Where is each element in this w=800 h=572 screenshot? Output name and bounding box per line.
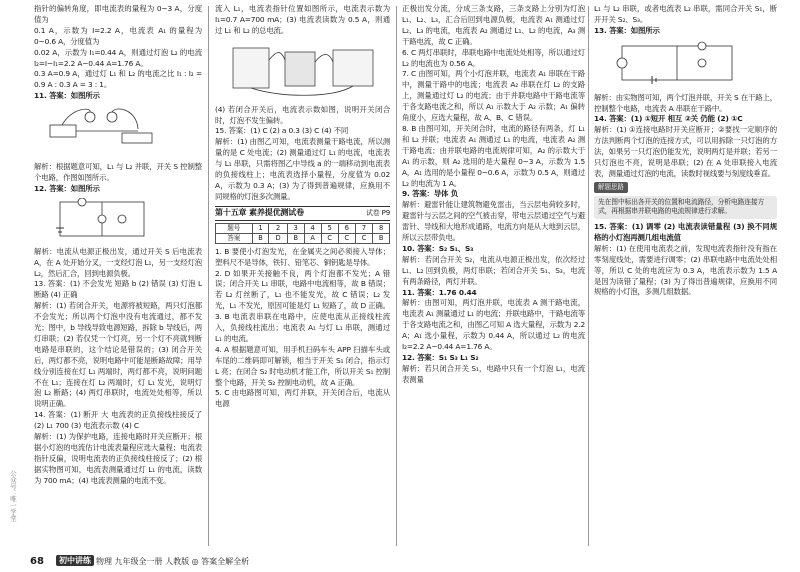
table-cell: 题号 — [216, 223, 253, 233]
paragraph: 解析：(1) ①连接电路时开关应断开；②要找一定顺序的方法判断两个灯泡的连接方式，可以用拆除一只灯泡的方法，如果另一只灯泡仍能发光，说明两灯是并联；若另一只灯泡也不亮，说明是串联；(2) 在 A 处串联接入电流表，测量通过灯泡的电流，读数时视线要与刻度线垂直。 — [594, 125, 777, 178]
paragraph: 解析：电流从电源正极出发，通过开关 S 后电流表 A，在 A 处开始分叉，一支经灯泡 L₁，另一支经灯泡 L₂，然后汇合，回到电源负极。 — [34, 246, 203, 278]
table-cell: D — [269, 233, 287, 243]
paragraph: 3. B 电流表串联在电路中，应使电流从正接线柱流入，负接线柱流出；电流表 A₁ 与灯 L₁ 串联，测通过 L₁ 的电流。 — [215, 312, 390, 343]
answer-heading: 9. 答案：导体 负 — [402, 189, 458, 199]
section-title — [215, 206, 390, 221]
table-cell: 3 — [287, 223, 304, 233]
paragraph: 6. C 两灯串联时，串联电路中电流处处相等，所以通过灯 L₂ 的电流也为 0.56 A。 — [402, 47, 585, 68]
paragraph: 0.3 A=0.9 A，通过灯 L₁ 和 L₂ 的电流之比 I₁ : I₂ = 0.9 A : 0.3 A = 3 : 1。 — [34, 69, 202, 90]
paragraph: 正极出发分流，分成三条支路，三条支路上分别为灯泡 L₁、L₂、L₃，汇合后回到电源负极，电流表 A₁ 测通过灯 L₂、L₃ 的电流，电流表 A₂ 测通过 L₁、L₂ 的电流，A₃ 测干路电流，故 C 正确。 — [402, 4, 585, 46]
table-cell: 2 — [269, 223, 287, 233]
table-cell: 5 — [321, 223, 338, 233]
column-divider — [396, 6, 397, 546]
paragraph: 7. C 由图可知，两个小灯泡并联，电流表 A₁ 串联在干路中，测量干路中的电流；电流表 A₂ 串联在灯 L₂ 的支路上，测量通过灯 L₂ 的电流；由于并联电路中干路电流等于各支路电流之和，所以 A₁ 示数大于 A₂ 示数；A₁ 偏转角度小，应选大量程，故 A、B、C 错误。 — [402, 69, 585, 123]
paragraph: 解析：(1) 为保护电路，连接电路时开关应断开；根据小灯泡的电流估计电流表量程应选大量程；电流表指针反偏，说明电流表的正负接线柱接反了；(2) 根据实物图可知，电流表测量通过灯 L₁ 的电流，读数为 700 mA；(4) 电流表测量的电流不变。 — [34, 432, 202, 485]
page-number: 68 — [30, 556, 44, 567]
answer-table — [215, 223, 390, 244]
circuit-figure-12 — [42, 198, 162, 240]
circuit-figure-13 — [602, 40, 752, 86]
margin-note: 公众号：唯一学堂 — [9, 470, 17, 522]
paragraph: 解析：根据题意可知，L₁ 与 L₂ 并联，开关 S 控制整个电路，作图如图所示。 — [34, 162, 202, 182]
analysis-box: 先在图中标出各开关的位置和电流路径，分析电路连接方式，再根据串并联电路的电流规律进行求解。 — [594, 196, 777, 219]
answer-heading: 13. 答案：如图所示 — [594, 25, 660, 35]
paragraph: 15. 答案：(1) C (2) a 0.3 (3) C (4) 不同 — [215, 126, 349, 136]
section-title-text: 第十五章 素养提优测试卷 — [215, 207, 304, 217]
paragraph: 流入 L₁，电流表指针位置如图所示，电流表示数为 I₁=0.7 A=700 mA；(3) 电流表读数为 0.5 A，则通过 L₁ 和 L₂ 的总电流。 — [215, 4, 390, 35]
table-cell: 7 — [355, 223, 372, 233]
paragraph: 解析：由图可知，两灯泡并联，电流表 A 测干路电流，电流表 A₁ 测量通过 L₁ 的电流；并联电路中，干路电流等于各支路电流之和，由图乙可知 A 选大量程，示数为 2.2 A；A₁ 选小量程，示数为 0.44 A，所以通过 L₂ 的电流 I₂=2.2 A−0.44 A=1.76 A。 — [402, 298, 585, 352]
section-title-meta: 试卷 P9 — [365, 208, 390, 217]
paragraph: 解析：若闭合开关 S₂，电流从电源正极出发，依次经过 L₁、L₂ 回到负极，两灯串联；若闭合开关 S₁、S₃，电流有两条路径，两灯并联。 — [402, 254, 585, 286]
paragraph: 2. D 如果开关接触不良，两个灯泡都不发光；A 错误；闭合开关 L₁ 串联，电路中电流相等，故 B 错误；若 L₂ 灯丝断了，L₁ 也不能发光，故 C 错误；L₂ 发光，L₁ 不发光，原因可能是灯 L₁ 短路了，故 D 正确。 — [215, 268, 390, 311]
answer-heading: 14. 答案：(1) ①短开 相互 ②关 仍能 (2) ①C — [594, 114, 743, 124]
paragraph: 解析：(1) 在使用电流表之前，发现电流表指针没有指在零刻度线处，需要进行调零；(2) 串联电路中电流处处相等，所以 C 处的电流应为 0.3 A，电流表示数为 1.5 A 是因为读错了量程；(3) 为了得出普遍规律，应换用不同规格的小灯泡，多测几组数据。 — [594, 243, 777, 297]
paragraph: L₁ 与 L₂ 串联，或者电流表 L₂ 串联，需同合开关 S₁，断开开关 S₂、S₃。 — [594, 4, 777, 24]
table-cell: A — [304, 233, 321, 243]
column-divider — [208, 6, 209, 546]
paragraph: 13. 答案：(1) 不会发光 短路 b (2) 错误 (3) 灯泡 L 断路 (4) 正确 — [34, 279, 202, 300]
paragraph: 指针的偏转角度，即电流表的量程为 0~3 A，分度值为 — [34, 4, 202, 24]
paragraph: 0.02 A，示数为 I₁=0.44 A，则通过灯泡 L₂ 的电流 I₂=I−I₁=2.2 A−0.44 A=1.76 A。 — [34, 47, 202, 68]
paragraph: 解析：(1) 若闭合开关，电源将被短路，两只灯泡都不会发光；所以两个灯泡中没有电流通过，都不发光；图中，b 导线导致电源短路，拆除 b 导线后，两灯串联；(2) 若仅凭一个灯亮，另一个灯不亮就判断电路是串联的，这个结论是错误的；(3) 闭合开关后，两灯都不亮，说明电路中可能是断路故障；用导线分别连接在灯 L₁ 两端时，两灯都不亮，说明问题不在 L₁；连接在灯 L₂ 两端时，灯 L₁ 发光，说明灯泡 L₂ 断路；(4) 两灯串联时，电流处处相等，所以说明正确。 — [34, 301, 202, 409]
circuit-figure-11 — [42, 105, 162, 155]
table-cell: 1 — [252, 223, 269, 233]
table-cell: B — [287, 233, 304, 243]
brand-badge: 初中讲练 — [56, 555, 94, 566]
column-2 — [215, 4, 390, 410]
answer-heading: 12. 答案：S₁ S₃ L₁ S₂ — [402, 353, 479, 362]
answer-heading: 15. 答案：(1) 调零 (2) 电流表读错量程 (3) 换不同规格的小灯泡再测几组电流值 — [594, 221, 777, 242]
table-cell: 6 — [338, 223, 355, 233]
footer-text: 物理 九年级全一册 人教版 ◎ 答案全解全析 — [96, 557, 250, 566]
table-cell: B — [373, 233, 390, 243]
paragraph: 4. A 根据题意可知，用手机扫码车头 APP 扫描车头或车尾的二维码即可解锁，相当于开关 S₁ 闭合，指示灯 L 亮；在闭合 S₂ 时电动机才能工作，所以开关 S₁ 控制整个电路，开关 S₂ 控制电动机，故 A 正确。 — [215, 344, 390, 387]
paragraph: 解析：若只闭合开关 S₁，电路中只有一个灯泡 L₁，电流表测量 — [402, 363, 585, 384]
table-cell: 4 — [304, 223, 321, 233]
table-cell: C — [338, 233, 355, 243]
paragraph: 解析：避雷针能让建筑物避免雷击，当云层电荷较多时，避雷针与云层之间的空气被击穿，带电云层通过空气与避雷针、导线和大地形成通路，电流方向是从大地到云层，所以云层带负电。 — [402, 200, 585, 243]
paragraph: 0.1 A，示数为 I=2.2 A，电流表 A₁ 的量程为 0~0.6 A，分度值为 — [34, 25, 202, 46]
paragraph: 解析：(1) 由图乙可知，电流表测量干路电流，所以测量的是 C 处电流；(2) 测量通过灯 L₁ 的电流，电流表与 L₁ 串联，只需将图乙中导线 a 的一端移动到电流表的负接线柱上；电流表选择小量程，分度值为 0.02 A，示数为 0.3 A；(3) 为了得到普遍规律，应换用不同规格的灯泡多次测量。 — [215, 137, 390, 201]
column-3 — [402, 4, 585, 386]
column-divider — [588, 6, 589, 546]
table-cell: C — [355, 233, 372, 243]
paragraph: 5. C 由电路图可知，两灯并联，开关闭合后，电流从电源 — [215, 388, 390, 409]
table-row — [216, 223, 390, 233]
column-4 — [594, 4, 777, 298]
table-cell: 答案 — [216, 233, 253, 243]
table-cell: C — [321, 233, 338, 243]
paragraph: (4) 若闭合开关后，电流表示数如图，说明开关闭合时，灯泡不发生偏转。 — [215, 104, 390, 125]
column-1 — [34, 4, 202, 487]
paragraph: 1. B 要使小灯泡发光，在金属夹之间必须接入导体；塑料尺不是导体，铁钉、铅笔芯、铜钥匙是导体。 — [215, 246, 390, 267]
table-cell: B — [252, 233, 269, 243]
answer-heading: 12. 答案：如图所示 — [34, 183, 100, 193]
page-footer — [0, 550, 800, 572]
analysis-tag: 解题思路 — [594, 182, 628, 193]
answer-heading: 11. 答案：如图所示 — [34, 91, 100, 101]
paragraph: 解析：由实物图可知，两个灯泡并联，开关 S 在干路上，控制整个电路，电流表 A 串联在干路中。 — [594, 92, 777, 113]
circuit-photo-figure — [223, 40, 383, 98]
table-cell: 8 — [373, 223, 390, 233]
paragraph: 14. 答案：(1) 断开 大 电流表的正负接线柱接反了 (2) L₁ 700 (3) 电流表示数 (4) C — [34, 410, 202, 431]
paragraph: 8. B 由图可知，开关闭合时，电流的路径有两条，灯 L₁ 和 L₂ 并联；电流表 A₁ 测通过 L₁ 的电流，电流表 A₂ 测干路电流；由并联电路的电流规律可知，A₂ 的示数大于 A₁ 的示数，则 A₂ 选用的是大量程 0~3 A，示数为 1.5 A，A₁ 选用的是小量程 0~0.6 A，示数为 0.5 A，则通过 L₂ 的电流为 1 A。 — [402, 123, 585, 188]
answer-heading: 10. 答案：S₂ S₁、S₃ — [402, 243, 474, 253]
table-row — [216, 233, 390, 243]
answer-heading: 11. 答案：1.76 0.44 — [402, 287, 477, 297]
